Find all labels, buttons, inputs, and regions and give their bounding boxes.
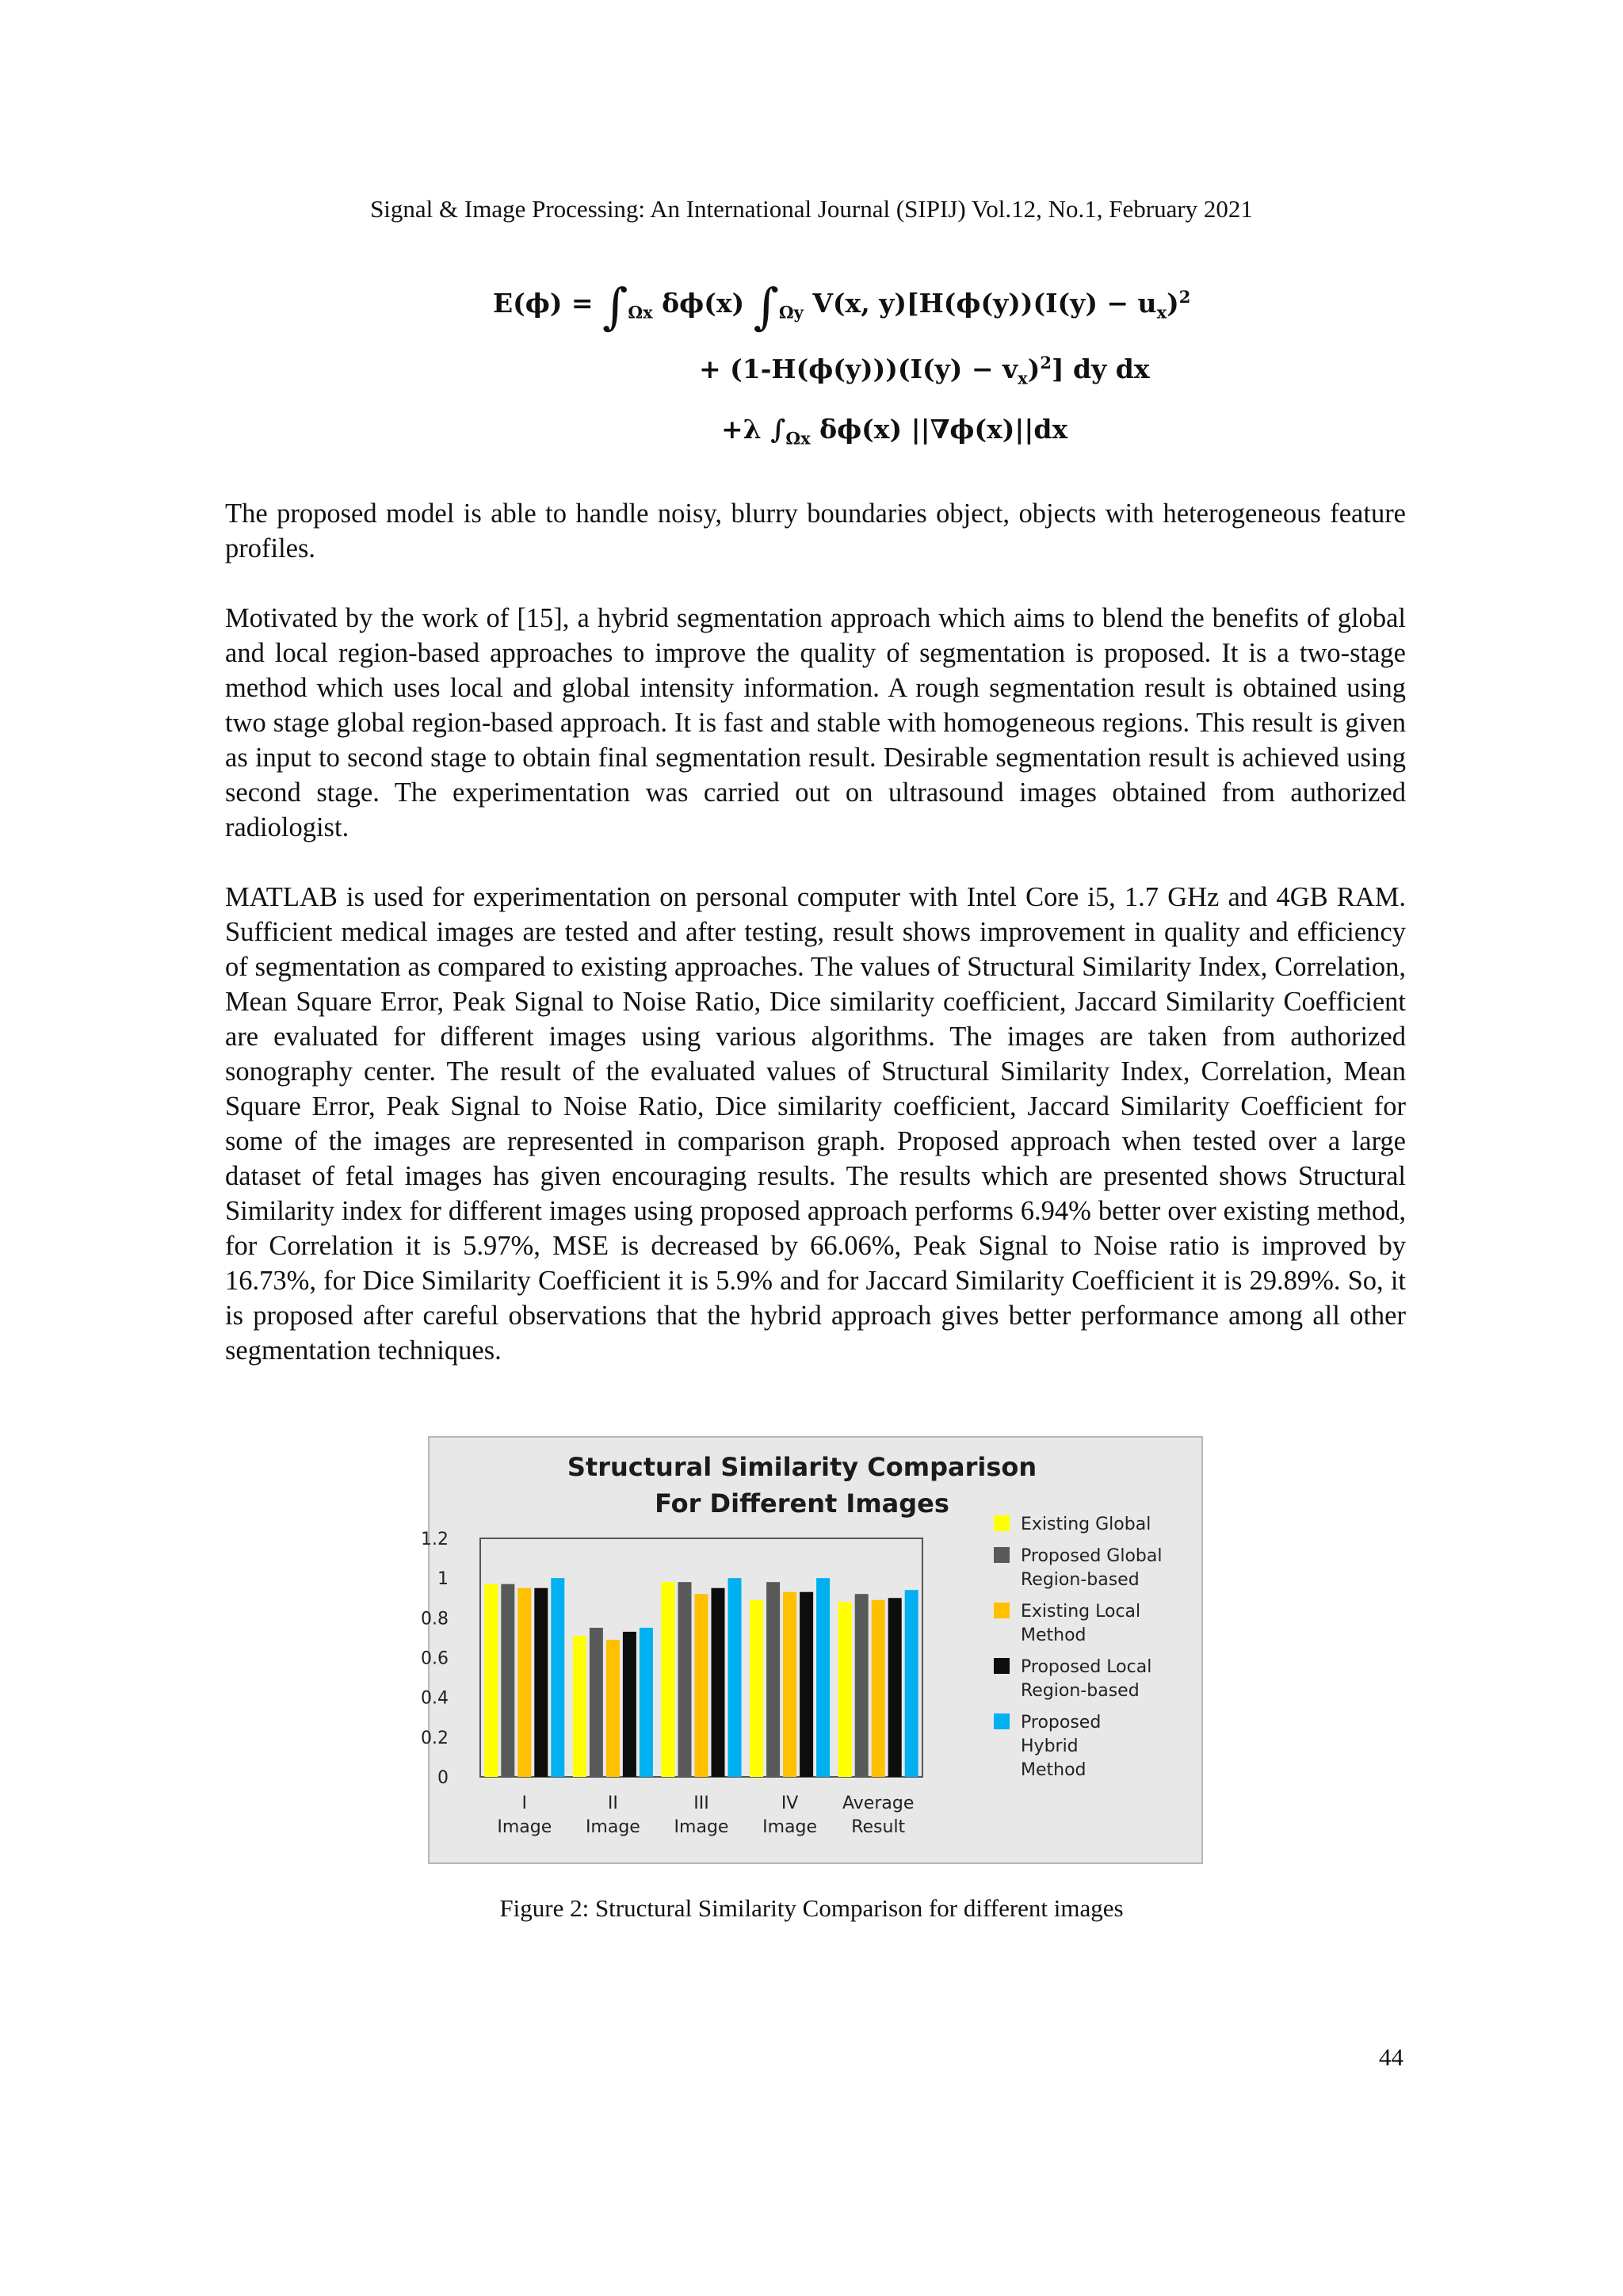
- legend-swatch-2: [994, 1603, 1010, 1618]
- bar-1-1: [590, 1628, 603, 1777]
- running-header: Signal & Image Processing: An International Journal (SIPIJ) Vol.12, No.1, February 2021: [370, 195, 1253, 223]
- equation-line-2: + $(1-H(\phi(y)))(I(y) - v_x)^2$] dy dx: [699, 353, 1150, 388]
- bar-3-1: [766, 1582, 780, 1777]
- legend-swatch-0: [994, 1515, 1010, 1531]
- legend-label: Method: [1021, 1626, 1086, 1645]
- bar-2-3: [712, 1588, 725, 1777]
- y-tick-label: 0.6: [421, 1648, 449, 1669]
- chart-title-line-2: For Different Images: [655, 1488, 949, 1519]
- equation-line-3-lead: +λ ∫: [721, 414, 786, 445]
- legend-label: Existing Global: [1021, 1515, 1151, 1534]
- bar-0-1: [501, 1584, 514, 1777]
- x-tick-label: Average: [842, 1794, 915, 1813]
- legend-label: Existing Local: [1021, 1602, 1141, 1622]
- x-tick-label: III: [693, 1794, 709, 1813]
- legend-label: Proposed Global: [1021, 1546, 1163, 1566]
- equation-lhs: E(ϕ) =: [493, 288, 594, 319]
- x-tick-label: Result: [851, 1817, 906, 1837]
- bar-2-1: [678, 1582, 692, 1777]
- chart-svg: [421, 1438, 1201, 1862]
- x-tick-label: Image: [497, 1817, 552, 1837]
- legend-label: Proposed Local: [1021, 1657, 1152, 1677]
- legend-label: Hybrid: [1021, 1736, 1079, 1756]
- omega-x-subscript: Ωx: [628, 302, 653, 323]
- legend-label: Method: [1021, 1760, 1086, 1780]
- bar-0-4: [551, 1578, 564, 1777]
- legend-label: Region-based: [1021, 1681, 1140, 1701]
- bar-0-2: [517, 1588, 531, 1777]
- bar-4-3: [888, 1598, 902, 1777]
- bar-2-0: [662, 1582, 675, 1777]
- x-tick-label: Image: [585, 1817, 640, 1837]
- y-tick-label: 0: [437, 1768, 449, 1788]
- legend-swatch-1: [994, 1547, 1010, 1563]
- bar-3-4: [816, 1578, 830, 1777]
- bar-1-4: [640, 1628, 653, 1777]
- bar-3-0: [750, 1600, 763, 1777]
- bar-4-1: [855, 1594, 869, 1777]
- equation-line-3: +λ $\int_{\Omega x}$ δϕ(x) ||∇ϕ(x)||dx: [721, 414, 1068, 449]
- x-tick-label: Image: [762, 1817, 818, 1837]
- bar-2-2: [695, 1594, 708, 1777]
- energy-equation: [485, 262, 1198, 476]
- legend-swatch-4: [994, 1713, 1010, 1729]
- ssim-comparison-chart: [421, 1436, 1203, 1864]
- paragraph-2: Motivated by the work of [15], a hybrid segmentation approach which aims to blend the benefits of global and local region-based approaches to improve the quality of segmentation is proposed. It is a two-stage method which uses local and global intensity information. A rough segmentation result is obtained using two stage global region-based approach. It is fast and stable with homogeneous regions. This result is given as input to second stage to obtain final segmentation result. Desirable segmentation result is achieved using second stage. The experimentation was carried out on ultrasound images obtained from authorized radiologist.: [225, 603, 1406, 842]
- x-tick-label: I: [521, 1794, 528, 1813]
- legend-label: Region-based: [1021, 1570, 1140, 1590]
- bar-4-0: [838, 1602, 852, 1777]
- y-tick-label: 1.2: [421, 1530, 449, 1549]
- bar-4-2: [872, 1600, 885, 1777]
- bar-3-3: [800, 1592, 813, 1777]
- chart-title-line-1: Structural Similarity Comparison: [567, 1452, 1037, 1482]
- equation-line-3-text: δϕ(x) ||∇ϕ(x)||dx: [819, 414, 1068, 445]
- y-tick-label: 0.4: [421, 1688, 449, 1709]
- equation-term-a: δϕ(x): [662, 288, 745, 319]
- bar-4-4: [905, 1590, 918, 1777]
- page-number: 44: [1379, 2043, 1403, 2071]
- y-tick-label: 0.8: [421, 1609, 449, 1629]
- paragraph-1: The proposed model is able to handle noisy, blurry boundaries object, objects with heterogeneous feature profiles.: [225, 499, 1406, 563]
- omega-y-subscript: Ωy: [778, 302, 804, 323]
- x-tick-label: Image: [674, 1817, 729, 1837]
- bar-3-2: [783, 1592, 796, 1777]
- y-tick-label: 1: [437, 1569, 449, 1590]
- bar-0-3: [534, 1588, 548, 1777]
- x-tick-label: II: [607, 1794, 618, 1813]
- bar-1-3: [623, 1632, 636, 1777]
- y-tick-label: 0.2: [421, 1728, 449, 1748]
- equation-line-1: $E(\phi) = \int_{\Omega x}$ δϕ(x) $\int_{\Omega y}$ V(x, $y)[H(\phi(y))(I(y) - u_x)^2$: [493, 277, 1191, 335]
- legend-label: Proposed: [1021, 1713, 1102, 1733]
- legend-swatch-3: [994, 1658, 1010, 1674]
- bar-1-2: [606, 1640, 620, 1777]
- equation-term-b: V(x, y)[H(ϕ(y))(I(y) − u: [812, 288, 1157, 319]
- body-text: [225, 496, 1406, 1403]
- figure-caption: Figure 2: Structural Similarity Comparison for different images: [499, 1894, 1124, 1922]
- bar-0-0: [484, 1584, 498, 1777]
- bar-1-0: [573, 1636, 586, 1777]
- x-tick-label: IV: [781, 1794, 799, 1813]
- bar-2-4: [728, 1578, 742, 1777]
- equation-line-2-text: + (1-H(ϕ(y)))(I(y) − v: [699, 353, 1018, 384]
- paragraph-3: MATLAB is used for experimentation on personal computer with Intel Core i5, 1.7 GHz and 4GB RAM. Sufficient medical images are tested and after testing, result shows improvement in quality and efficiency of segmentation as compared to existing approaches. The values of Structural Similarity Index, Correlation, Mean Square Error, Peak Signal to Noise Ratio, Dice similarity coefficient, Jaccard Similarity Coefficient are evaluated for different images using various algorithms. The images are taken from authorized sonography center. The result of the evaluated values of Structural Similarity Index, Correlation, Mean Square Error, Peak Signal to Noise Ratio, Dice similarity coefficient, Jaccard Similarity Coefficient for some of the images are represented in comparison graph. Proposed approach when tested over a large dataset of fetal images has given encouraging results. The results which are presented shows Structural Similarity index for different images using proposed approach performs 6.94% better over existing method, for Correlation it is 5.97%, MSE is decreased by 66.06%, Peak Signal to Noise ratio is improved by 16.73%, for Dice Similarity Coefficient it is 5.9% and for Jaccard Similarity Coefficient it is 29.89%. So, it is proposed after careful observations that the hybrid approach gives better performance among all other segmentation techniques.: [225, 882, 1406, 1366]
